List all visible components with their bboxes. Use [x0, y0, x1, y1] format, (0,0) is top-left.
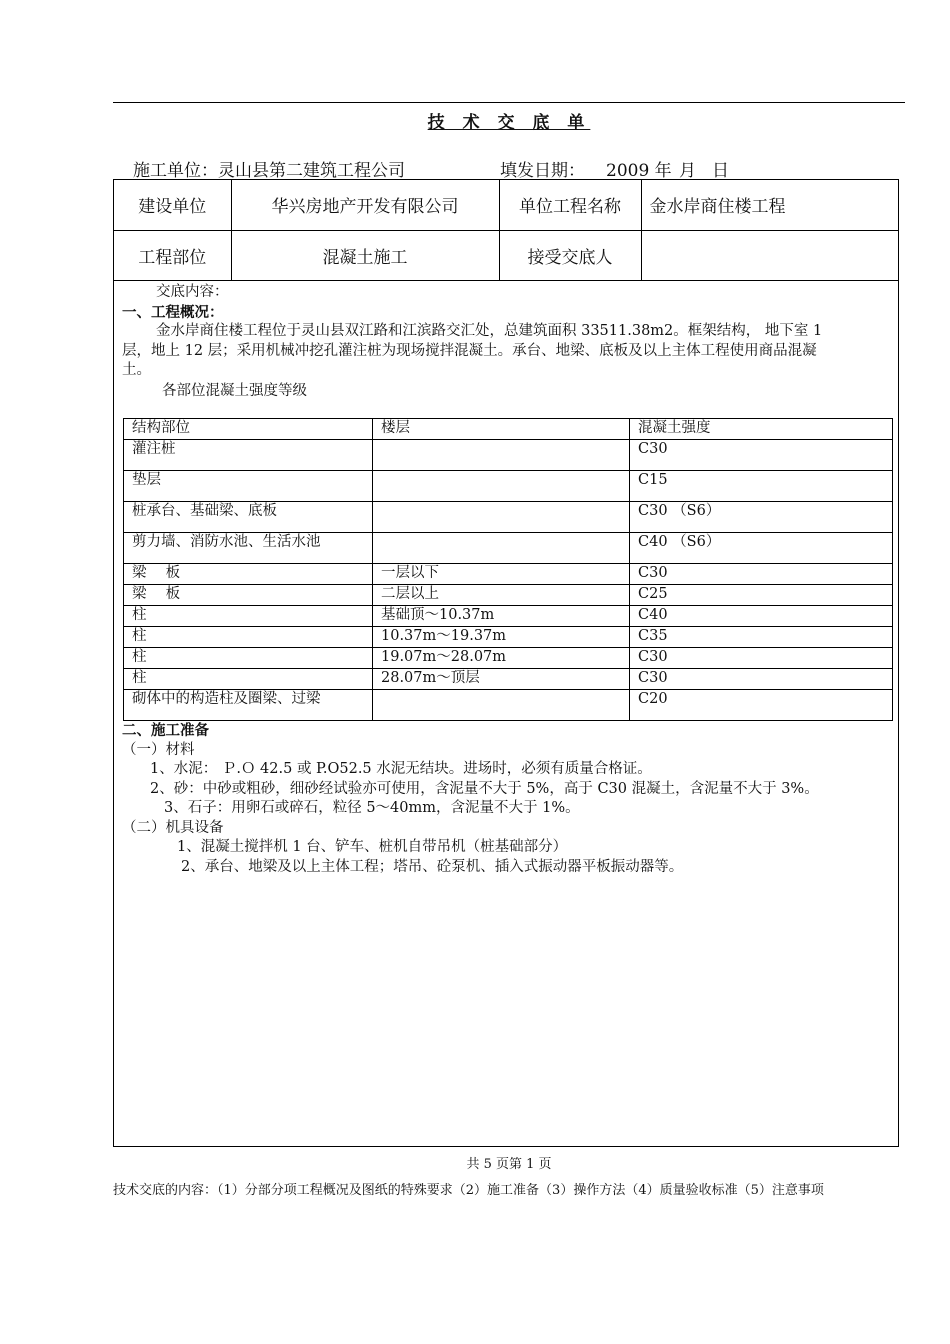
- construction-unit: 施工单位：灵山县第二建筑工程公司: [133, 161, 405, 181]
- issue-date-month: 月: [679, 161, 696, 181]
- materials-title: （一）材料: [122, 741, 195, 758]
- equipment-1: 1、混凝土搅拌机 1 台、铲车、桩机自带吊机（桩基础部分）: [177, 839, 568, 855]
- part-value: 混凝土施工: [231, 230, 499, 280]
- grade-cell-strength: C30 （S6）: [630, 502, 893, 533]
- equipment-2: 2、承台、地梁及以上主体工程；塔吊、砼泵机、插入式振动器平板振动器等。: [181, 858, 684, 875]
- issue-date-year: 2009 年: [606, 161, 672, 181]
- issue-date-label: 填发日期：: [500, 161, 585, 181]
- content-bottom: [122, 721, 890, 877]
- grade-cell-floor: 基础顶～10.37m: [373, 606, 630, 627]
- grade-cell-floor: [373, 471, 630, 502]
- grade-cell-part: 柱: [124, 606, 373, 627]
- grade-cell-strength: C30: [630, 564, 893, 585]
- table-row: [124, 606, 893, 627]
- project-label: 单位工程名称: [499, 180, 641, 230]
- table-row: [124, 502, 893, 533]
- page-number: 共 5 页第 1 页: [466, 1157, 552, 1172]
- grade-cell-part: 梁 板: [124, 564, 373, 585]
- section2-title: 二、施工准备: [122, 722, 209, 739]
- grade-cell-part: 柱: [124, 627, 373, 648]
- footer-note: 技术交底的内容：（1）分部分项工程概况及图纸的特殊要求（2）施工准备（3）操作方法（4）质量验收标准（5）注意事项: [113, 1183, 824, 1198]
- receiver-value: [641, 230, 898, 280]
- overview-line-1: 金水岸商住楼工程位于灵山县双江路和江滨路交汇处，总建筑面积 33511.38m2。框架结构， 地下室 1: [156, 323, 823, 339]
- receiver-label: 接受交底人: [499, 230, 641, 280]
- grade-cell-part: 桩承台、基础梁、底板: [124, 502, 373, 533]
- grade-cell-floor: 28.07m～顶层: [373, 669, 630, 690]
- table-row: [124, 564, 893, 585]
- grade-header-floor: 楼层: [373, 419, 630, 440]
- page-title: 技 术 交 底 单: [427, 113, 591, 133]
- grade-cell-floor: [373, 690, 630, 721]
- grade-cell-part: 砌体中的构造柱及圈梁、过梁: [124, 690, 373, 721]
- grade-cell-strength: C30: [630, 669, 893, 690]
- section1-title: 一、工程概况：: [122, 303, 224, 321]
- equipment-title: （二）机具设备: [122, 819, 224, 836]
- grade-cell-part: 剪力墙、消防水池、生活水池: [124, 533, 373, 564]
- issue-date-day: 日: [712, 161, 729, 181]
- grade-cell-floor: 19.07m～28.07m: [373, 648, 630, 669]
- table-row: [124, 690, 893, 721]
- grade-cell-floor: 二层以上: [373, 585, 630, 606]
- content-top: [122, 283, 890, 401]
- overview-line-2: 层，地上 12 层；采用机械冲挖孔灌注桩为现场搅拌混凝土。承台、地梁、底板及以上主体工程使用商品混凝: [122, 342, 817, 359]
- table-row: [124, 669, 893, 690]
- grade-header-strength: 混凝土强度: [630, 419, 893, 440]
- grade-cell-floor: 一层以下: [373, 564, 630, 585]
- info-table: [114, 180, 898, 281]
- project-value: 金水岸商住楼工程: [641, 180, 898, 230]
- grade-header-part: 结构部位: [124, 419, 373, 440]
- grade-caption: 各部位混凝土强度等级: [162, 382, 307, 399]
- table-row: [124, 627, 893, 648]
- grade-cell-floor: [373, 440, 630, 471]
- grade-cell-strength: C25: [630, 585, 893, 606]
- table-row: [124, 471, 893, 502]
- grade-cell-strength: C15: [630, 471, 893, 502]
- grade-cell-part: 柱: [124, 669, 373, 690]
- builder-value: 华兴房地产开发有限公司: [231, 180, 499, 230]
- grade-cell-strength: C30: [630, 648, 893, 669]
- content-intro: 交底内容：: [156, 284, 229, 300]
- material-cement: 1、水泥： Ｐ.Ｏ 42.5 或 P.O52.5 水泥无结块。进场时，必须有质量合格证。: [150, 761, 652, 777]
- form-frame: [113, 179, 899, 1147]
- grade-cell-part: 灌注桩: [124, 440, 373, 471]
- table-row: [124, 533, 893, 564]
- grade-cell-strength: C40 （S6）: [630, 533, 893, 564]
- table-row: [124, 440, 893, 471]
- grade-cell-part: 梁 板: [124, 585, 373, 606]
- overview-line-3: 土。: [122, 362, 151, 378]
- grade-cell-floor: 10.37m～19.37m: [373, 627, 630, 648]
- grade-cell-part: 垫层: [124, 471, 373, 502]
- grade-cell-strength: C20: [630, 690, 893, 721]
- table-row: [124, 585, 893, 606]
- grade-table: [123, 418, 893, 721]
- grade-cell-part: 柱: [124, 648, 373, 669]
- grade-cell-strength: C40: [630, 606, 893, 627]
- part-label: 工程部位: [114, 230, 231, 280]
- grade-cell-strength: C30: [630, 440, 893, 471]
- top-rule: [113, 102, 905, 103]
- grade-cell-floor: [373, 533, 630, 564]
- material-stone: 3、石子：用卵石或碎石，粒径 5～40mm，含泥量不大于 1%。: [164, 800, 580, 816]
- material-sand: 2、砂：中砂或粗砂，细砂经试验亦可使用，含泥量不大于 5%，高于 C30 混凝土，含泥量不大于 3%。: [150, 780, 819, 797]
- grade-cell-floor: [373, 502, 630, 533]
- table-row: [124, 648, 893, 669]
- builder-label: 建设单位: [114, 180, 231, 230]
- grade-cell-strength: C35: [630, 627, 893, 648]
